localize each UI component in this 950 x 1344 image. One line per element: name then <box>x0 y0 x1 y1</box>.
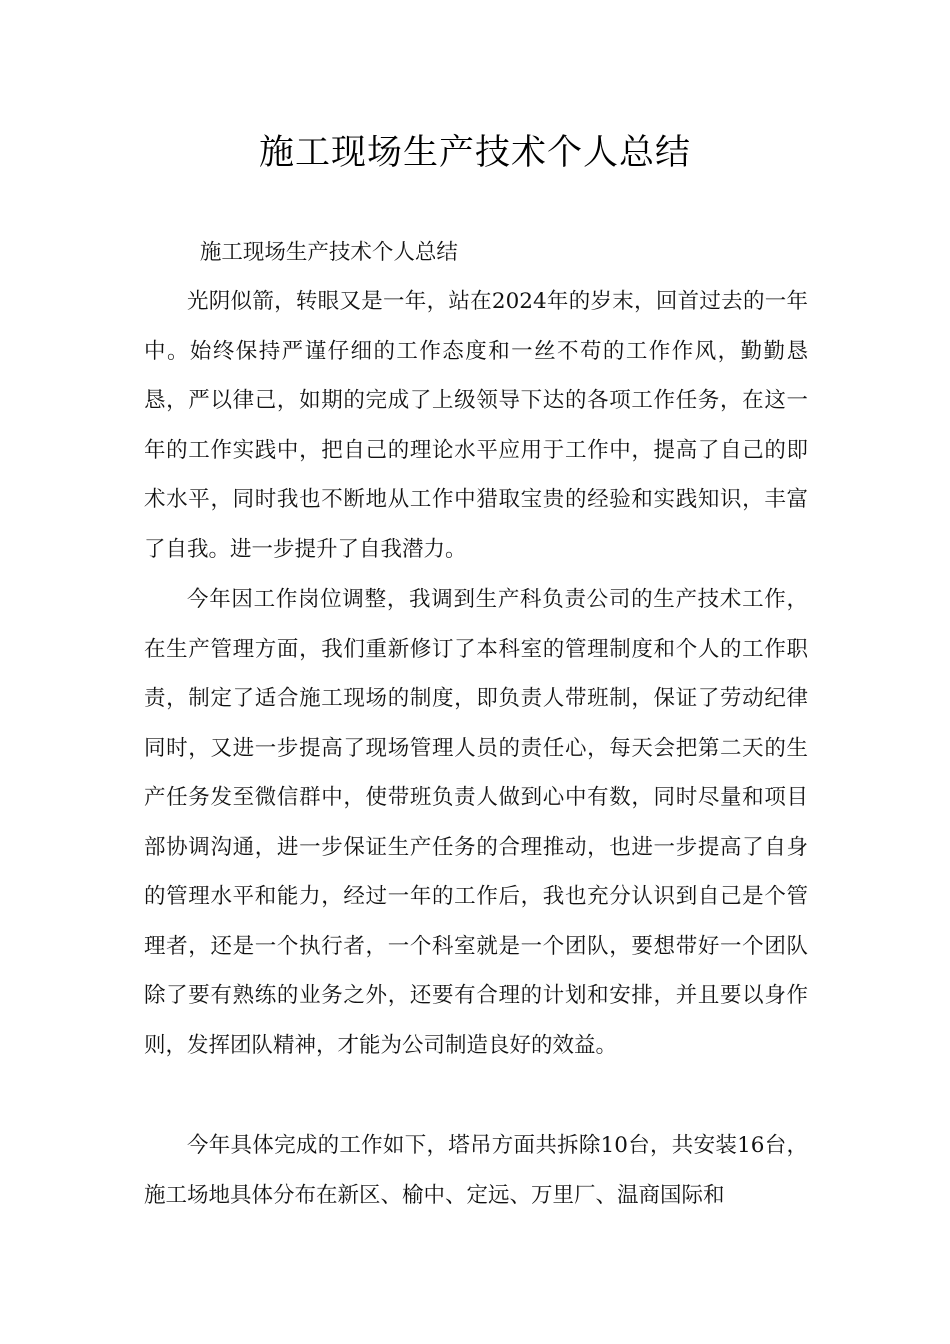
paragraph-block-2 <box>144 575 808 1070</box>
paragraph: 光阴似箭，转眼又是一年，站在2024年的岁末，回首过去的一年中。始终保持严谨仔细的工作态度和一丝不苟的工作作风，勤勤恳恳，严以律己，如期的完成了上级领导下达的各项工作任务，在这一年的工作实践中，把自己的理论水平应用于工作中，提高了自己的即术水平，同时我也不断地从工作中猎取宝贵的经验和实践知识，丰富了自我。进一步提升了自我潜力。 <box>144 289 808 562</box>
paragraph: 今年具体完成的工作如下，塔吊方面共拆除10台，共安装16台，施工场地具体分布在新区、榆中、定远、万里厂、温商国际和 <box>144 1133 808 1208</box>
document-title: 施工现场生产技术个人总结 <box>258 133 691 173</box>
paragraph-block-3 <box>144 1121 808 1220</box>
paragraph: 今年因工作岗位调整，我调到生产科负责公司的生产技术工作，在生产管理方面，我们重新修订了本科室的管理制度和个人的工作职责，制定了适合施工现场的制度，即负责人带班制，保证了劳动纪律同时，又进一步提高了现场管理人员的责任心，每天会把第二天的生产任务发至微信群中，使带班负责人做到心中有数，同时尽量和项目部协调沟通，进一步保证生产任务的合理推动，也进一步提高了自身的管理水平和能力，经过一年的工作后，我也充分认识到自己是个管理者，还是一个执行者，一个科室就是一个团队，要想带好一个团队除了要有熟练的业务之外，还要有合理的计划和安排，并且要以身作则，发挥团队精神，才能为公司制造良好的效益。 <box>144 587 808 1058</box>
document-subtitle: 施工现场生产技术个人总结 <box>199 240 458 265</box>
paragraph-block-1 <box>144 277 808 574</box>
